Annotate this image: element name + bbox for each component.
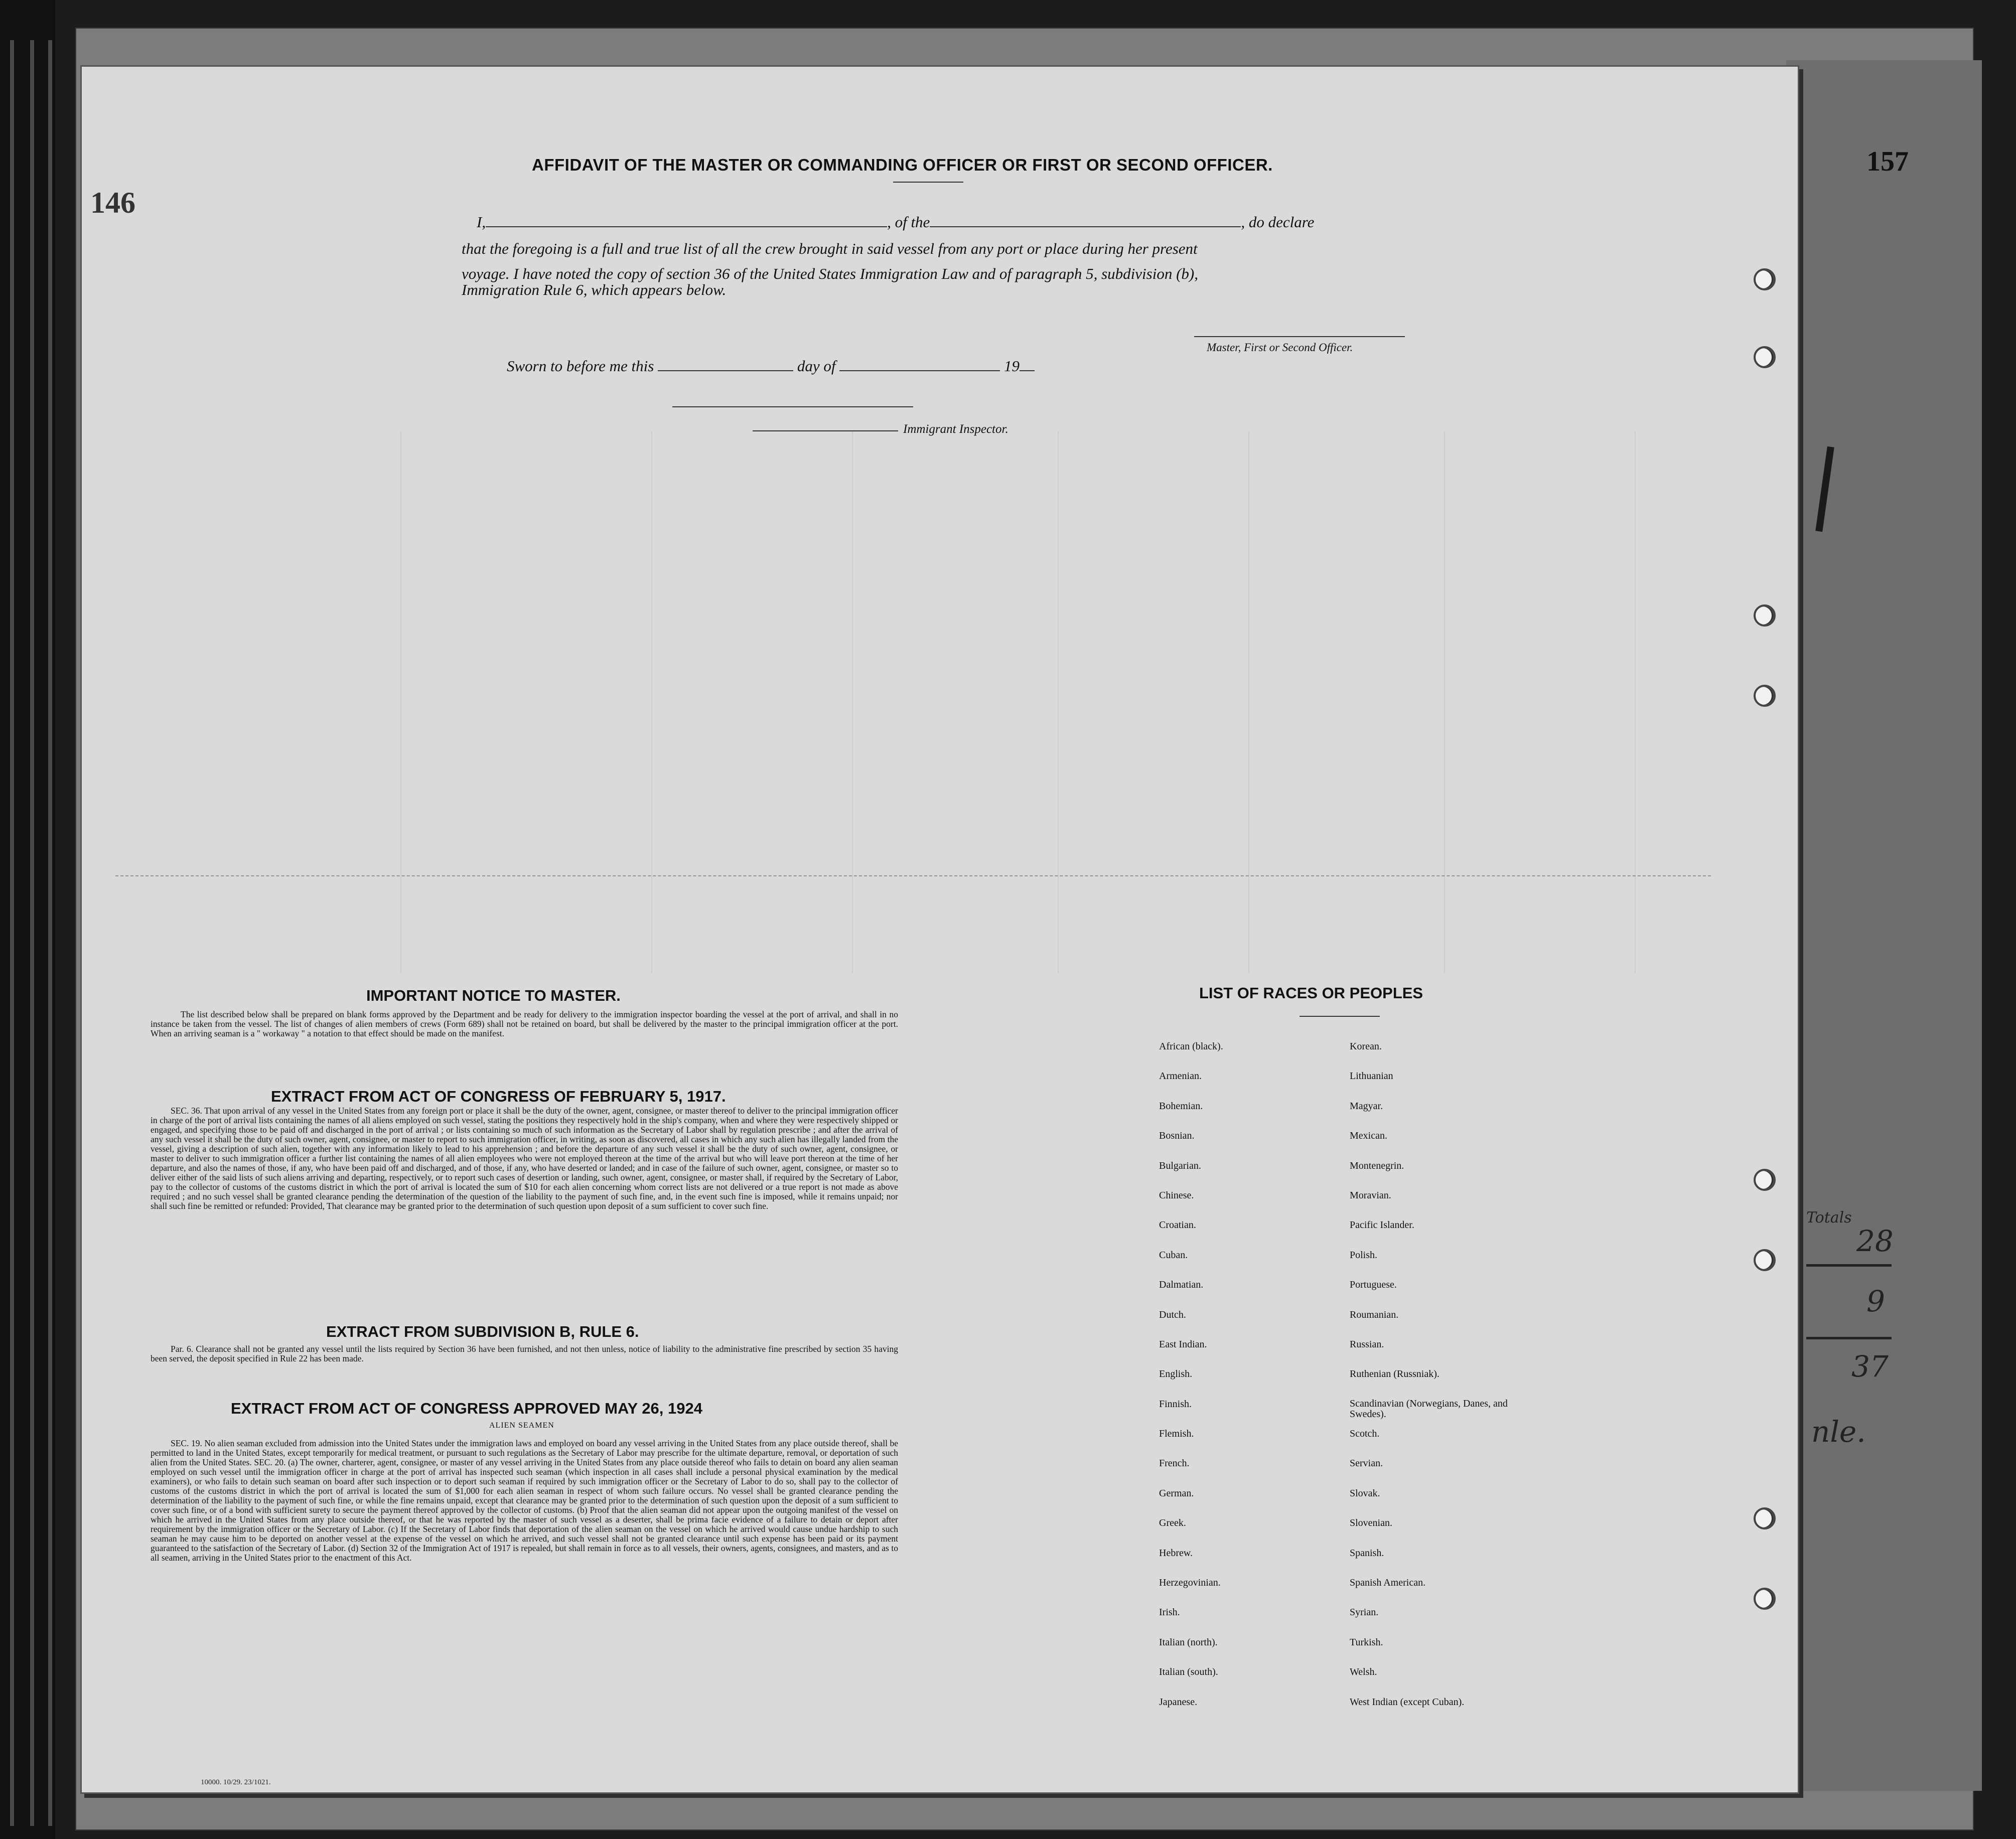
races-title: LIST OF RACES OR PEOPLES — [1199, 984, 1423, 1002]
year-prefix: 19 — [1003, 357, 1020, 375]
race-item: Dutch. — [1159, 1309, 1186, 1320]
race-item: Polish. — [1350, 1249, 1378, 1261]
film-edge-line — [48, 40, 52, 1826]
form-footer: 10000. 10/29. 23/1021. — [201, 1778, 271, 1786]
affidavit-of-the: , of the — [887, 213, 930, 231]
handwritten-rule — [1806, 1264, 1892, 1267]
extract-1917-text: SEC. 36. That upon arrival of any vessel in the United States from any foreign port or place it shall be the duty of the owner, agent, consignee, or master thereof to deliver to the principal immigration officer in charge of the port of arrival lists containing the names of all aliens employed on such vessel, stating the positions they respectively hold in the ship's company, when and where they were respectively shipped or engaged, and specifying those to be paid off and discharged in the port of arrival ; or lists containing so much of such information as the Secretary of Labor shall by regulation prescribe ; and after the arrival of any such vessel it shall be the duty of such owner, agent, consignee, or master to report to such immigration officer, in writing, as soon as discovered, all cases in which any such alien has illegally landed from the vessel, giving a description of such alien, together with any information likely to lead to his apprehension ; and before the departure of any such vessel it shall be the duty of such owner, agent, consignee, or master to deliver to such immigration officer a further list containing the names of all alien employees who were not employed thereon at the time of the arrival but who will leave port thereon at the time of her departure, and also the names of those, if any, who have been paid off and discharged, and of those, if any, who have deserted or landed; and in case of the failure of such owner, agent, consignee, or master so to deliver either of the said lists of such aliens arriving and departing, respectively, or to report such cases of desertion or landing, such owner, agent, consignee, or master shall, if required by the Secretary of Labor, pay to the collector of customs of the customs district in which the port of arrival is located the sum of $10 for each alien concerning whom correct lists are not delivered or a true report is not made as above required ; and no such vessel shall be granted clearance pending the determination of the question of the liability to the payment of such fine, and, in the event such fine is imposed, while it remains unpaid; nor shall such fine be remitted or refunded: Provided, That clearance may be granted prior to the determination of such question upon deposit of a sum sufficient to cover such fine. — [151, 1106, 898, 1211]
race-item: Ruthenian (Russniak). — [1350, 1368, 1439, 1380]
underlying-sheet-edge — [1786, 60, 1982, 1791]
inspector-line-top — [672, 406, 913, 407]
extract-1924-title: EXTRACT FROM ACT OF CONGRESS APPROVED MAY 26, 1924 — [231, 1400, 702, 1417]
binder-hole — [1754, 268, 1776, 290]
binder-hole — [1754, 685, 1776, 707]
name-blank — [486, 215, 887, 227]
binder-hole — [1754, 1169, 1776, 1191]
race-item: Spanish. — [1350, 1547, 1384, 1559]
master-label: Master, First or Second Officer. — [1207, 341, 1353, 354]
side-stamp-number: 146 — [90, 186, 135, 219]
affidavit-do-declare: , do declare — [1241, 213, 1315, 231]
extract-1924-text: SEC. 19. No alien seaman excluded from admission into the United States under the immigration laws and employed on board any vessel arriving in the United States from any place outside thereof, shall be permitted to land in the United States, except temporarily for medical treatment, or pursuant to such regulations as the Secretary of Labor may prescribe for the ultimate departure, removal, or deportation of such alien from the United States. SEC. 20. (a) The owner, charterer, agent, consignee, or master of any vessel arriving in the United States from any place outside thereof who fails to detain on board any alien seaman employed on such vessel until the immigration officer in charge at the port of arrival has inspected such seaman (which inspection in all cases shall include a personal physical examination by the medical examiners), or who fails to detain such seaman on board after such inspection or to deport such seaman if required by such immigration officer or the Secretary of Labor to do so, shall pay to the collector of customs of the customs district in which the port of arrival is located the sum of $1,000 for each alien seaman in respect of whom such failure occurs. No vessel shall be granted clearance pending the determination of the liability to the payment of such fine, or while the fine remains unpaid, except that clearance may be granted prior to the determination of such question upon the deposit of a sum sufficient to cover such fine, or of a bond with sufficient surety to secure the payment thereof approved by the collector of customs. (b) Proof that the alien seaman did not appear upon the outgoing manifest of the vessel on which he arrived in the United States from any place outside thereof, or that he was reported by the master of such vessel as a deserter, shall be prima facie evidence of a failure to detain or deport after requirement by the immigration officer or the Secretary of Labor. (c) If the Secretary of Labor finds that deportation of the alien seaman on the vessel on which he arrived would cause undue hardship to such seaman he may cause him to be deported on another vessel at the expense of the vessel on which he arrived, and such vessel shall not be granted clearance until such expense has been paid or its payment guaranteed to the satisfaction of the Secretary of Labor. (d) Section 32 of the Immigration Act of 1917 is repealed, but shall remain in force as to all vessels, their owners, agents, consignees, and masters, and as to all seamen, arriving in the United States prior to the enactment of this Act. — [151, 1438, 898, 1563]
race-item: Greek. — [1159, 1517, 1186, 1529]
signature-line — [1194, 336, 1405, 337]
sworn-text: Sworn to before me this — [507, 357, 654, 375]
race-item: Herzegovinian. — [1159, 1577, 1221, 1589]
film-edge — [0, 0, 55, 1839]
race-item: Bohemian. — [1159, 1100, 1203, 1112]
race-item: Moravian. — [1350, 1189, 1391, 1201]
film-edge-line — [10, 40, 14, 1826]
notice-title: IMPORTANT NOTICE TO MASTER. — [366, 987, 621, 1004]
race-item: Bosnian. — [1159, 1130, 1195, 1142]
race-item: Lithuanian — [1350, 1070, 1393, 1082]
handwritten-totals-label: Totals — [1806, 1209, 1852, 1227]
race-item: Slovenian. — [1350, 1517, 1392, 1529]
race-item: German. — [1159, 1487, 1194, 1499]
race-item: French. — [1159, 1458, 1190, 1469]
race-item: Montenegrin. — [1350, 1160, 1404, 1171]
page-number: 157 — [1866, 146, 1909, 177]
handwritten-total-2: 9 — [1866, 1284, 1885, 1318]
race-item: Portuguese. — [1350, 1279, 1397, 1291]
extract-1917-title: EXTRACT FROM ACT OF CONGRESS OF FEBRUARY 5, 1917. — [271, 1088, 726, 1105]
binder-hole — [1754, 346, 1776, 368]
races-right-column — [1350, 1041, 1520, 1726]
inspector-line — [753, 430, 898, 431]
title-rule — [893, 182, 963, 183]
races-title-rule — [1300, 1016, 1380, 1017]
handwritten-total-3: 37 — [1851, 1349, 1889, 1384]
month-blank — [839, 359, 1000, 371]
binder-hole — [1754, 1249, 1776, 1271]
handwritten-rule — [1806, 1337, 1892, 1339]
race-item: Roumanian. — [1350, 1309, 1399, 1320]
affidavit-line-2: that the foregoing is a full and true list of all the crew brought in said vessel from any port or place during her present — [462, 240, 1198, 257]
race-item: Italian (north). — [1159, 1636, 1218, 1648]
fold-line — [115, 875, 1711, 876]
race-item: Servian. — [1350, 1458, 1383, 1469]
handwritten-total-1: 28 — [1856, 1224, 1894, 1258]
affidavit-line-1 — [477, 213, 1314, 231]
notice-text: The list described below shall be prepared on blank forms approved by the Department and be ready for delivery to the immigration inspector boarding the vessel at the port of arrival, and shall in no instance be taken from the vessel. The list of changes of alien members of crews (Form 689) shall not be retained on board, but shall be delivered by the master to the principal immigration officer at the port. When an arriving seaman is a " workaway " a notation to that effect should be made on the manifest. — [151, 1009, 898, 1038]
race-item: East Indian. — [1159, 1338, 1207, 1350]
races-left-column — [1159, 1041, 1223, 1726]
affidavit-i: I, — [477, 213, 486, 231]
binder-hole — [1754, 1588, 1776, 1610]
race-item: West Indian (except Cuban). — [1350, 1696, 1465, 1708]
day-of-text: day of — [797, 357, 836, 375]
sworn-line — [507, 357, 1035, 375]
race-item: Welsh. — [1350, 1666, 1377, 1678]
race-item: Turkish. — [1350, 1636, 1383, 1648]
race-item: Spanish American. — [1350, 1577, 1426, 1589]
race-item: Armenian. — [1159, 1070, 1202, 1082]
day-blank — [658, 359, 793, 371]
race-item: African (black). — [1159, 1041, 1223, 1052]
year-blank — [1020, 359, 1035, 371]
race-item: Syrian. — [1350, 1607, 1379, 1618]
race-item: Scandinavian (Norwegians, Danes, and Swedes). — [1350, 1398, 1508, 1420]
race-item: Italian (south). — [1159, 1666, 1218, 1678]
race-item: Chinese. — [1159, 1189, 1194, 1201]
race-item: Magyar. — [1350, 1100, 1383, 1112]
race-item: Russian. — [1350, 1338, 1384, 1350]
race-item: Japanese. — [1159, 1696, 1198, 1708]
race-item: Flemish. — [1159, 1428, 1194, 1440]
race-item: English. — [1159, 1368, 1193, 1380]
race-item: Irish. — [1159, 1607, 1180, 1618]
affidavit-title: AFFIDAVIT OF THE MASTER OR COMMANDING OFFICER OR FIRST OR SECOND OFFICER. — [532, 156, 1273, 174]
race-item: Bulgarian. — [1159, 1160, 1201, 1171]
binder-hole — [1754, 604, 1776, 627]
inspector-label: Immigrant Inspector. — [903, 422, 1009, 436]
vessel-blank — [930, 215, 1241, 227]
binder-hole — [1754, 1507, 1776, 1529]
race-item: Slovak. — [1350, 1487, 1380, 1499]
alien-seamen-subtitle: ALIEN SEAMEN — [489, 1421, 554, 1430]
handwritten-note: nle. — [1811, 1415, 1866, 1449]
race-item: Pacific Islander. — [1350, 1219, 1414, 1231]
affidavit-line-3: voyage. I have noted the copy of section 36 of the United States Immigration Law and of paragraph 5, subdivision (b), — [462, 265, 1198, 282]
race-item: Dalmatian. — [1159, 1279, 1204, 1291]
race-item: Finnish. — [1159, 1398, 1192, 1410]
race-item: Scotch. — [1350, 1428, 1380, 1440]
race-item: Hebrew. — [1159, 1547, 1193, 1559]
races-list — [1159, 1041, 1611, 1723]
rule-6-title: EXTRACT FROM SUBDIVISION B, RULE 6. — [326, 1323, 639, 1340]
affidavit-line-4: Immigration Rule 6, which appears below. — [462, 281, 727, 298]
race-item: Croatian. — [1159, 1219, 1196, 1231]
race-item: Cuban. — [1159, 1249, 1188, 1261]
rule-6-text: Par. 6. Clearance shall not be granted any vessel until the lists required by Section 36 have been furnished, and not then unless, notice of liability to the administrative fine prescribed by section 35 having been served, the deposit specified in Rule 22 has been made. — [151, 1344, 898, 1363]
race-item: Mexican. — [1350, 1130, 1387, 1142]
film-edge-line — [30, 40, 34, 1826]
race-item: Korean. — [1350, 1041, 1382, 1052]
